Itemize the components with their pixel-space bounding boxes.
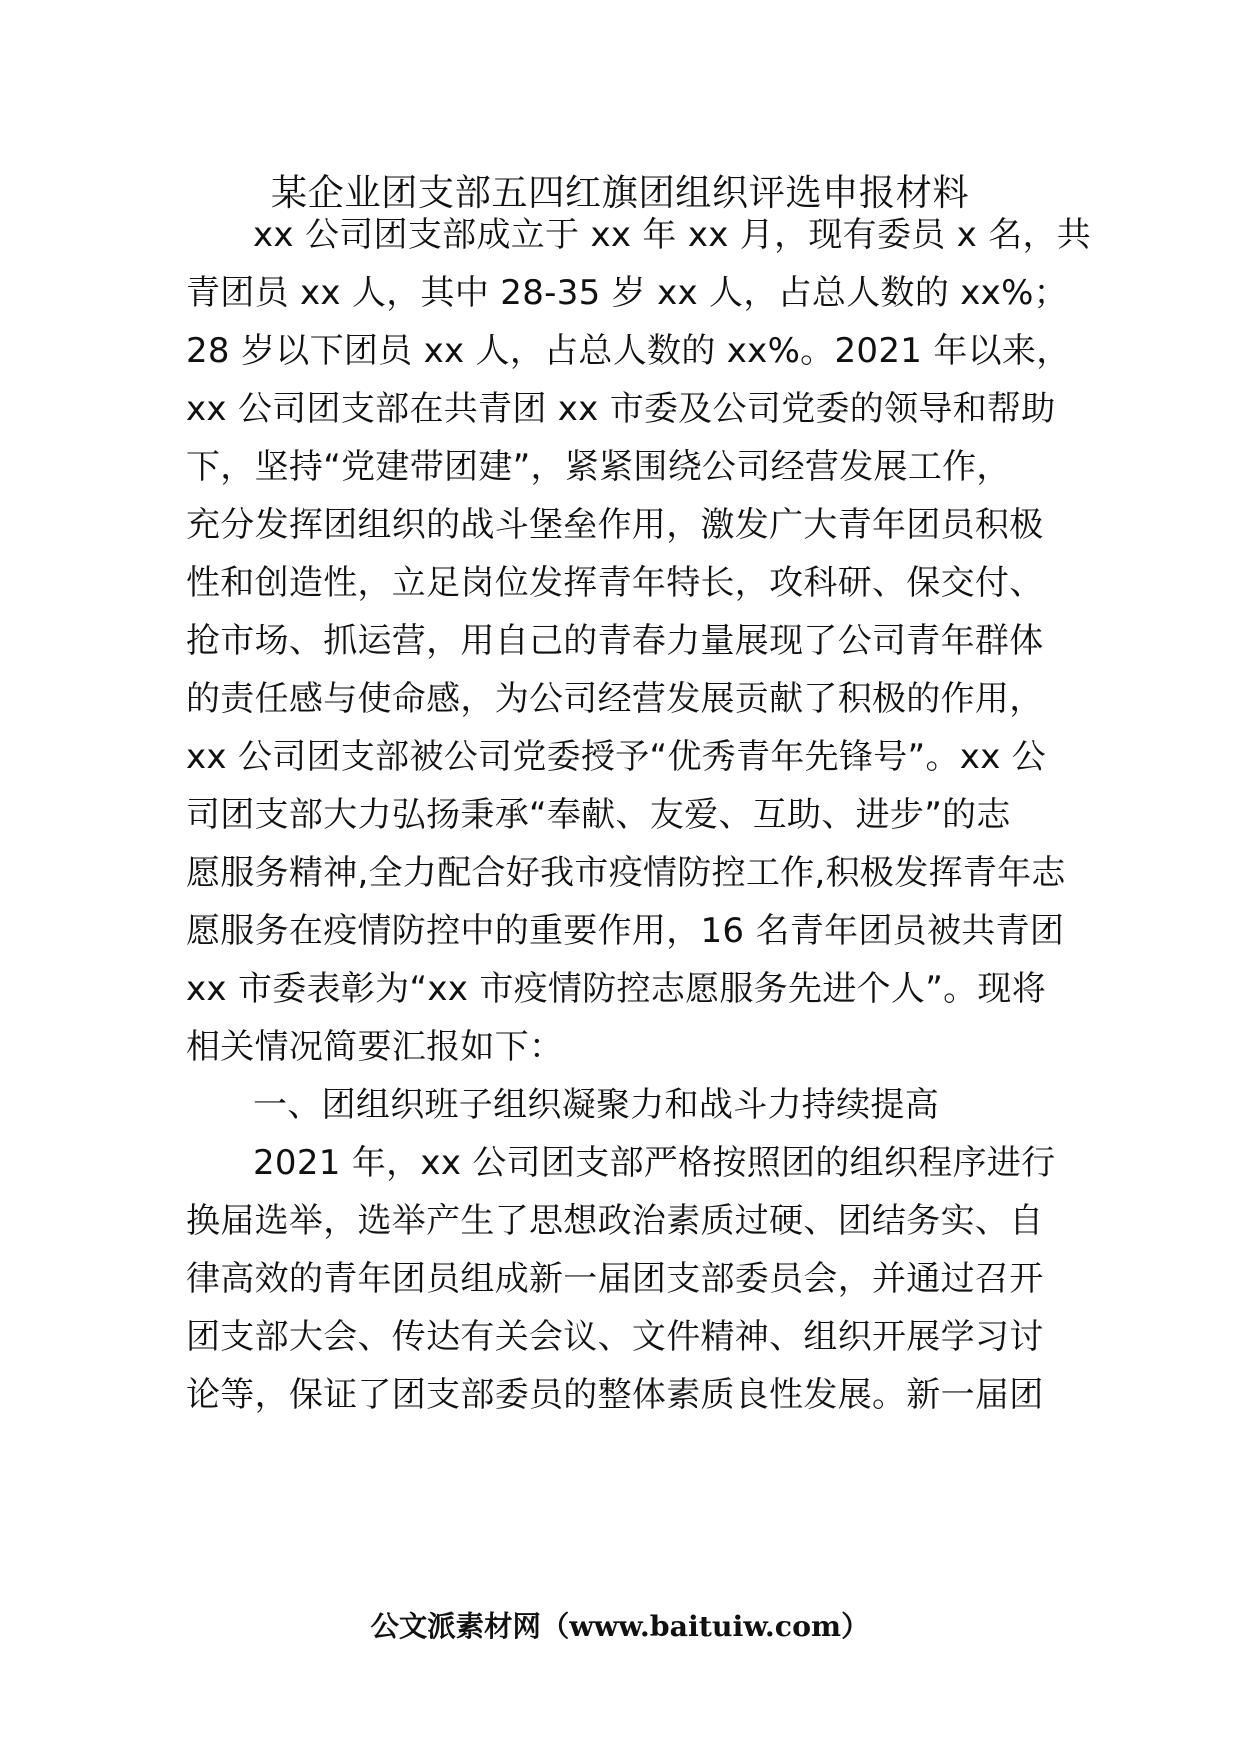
body-line: 律高效的青年团员组成新一届团支部委员会，并通过召开 bbox=[186, 1259, 1044, 1299]
body-line: 下，坚持“党建带团建”，紧紧围绕公司经营发展工作， bbox=[186, 447, 1011, 487]
body-line: 团支部大会、传达有关会议、文件精神、组织开展学习讨 bbox=[186, 1317, 1044, 1357]
body-line: xx 公司团支部被公司党委授予“优秀青年先锋号”。xx 公 bbox=[186, 737, 1047, 777]
body-line: 2021 年，xx 公司团支部严格按照团的组织程序进行 bbox=[253, 1143, 1056, 1183]
body-line: 愿服务精神,全力配合好我市疫情防控工作,积极发挥青年志 bbox=[186, 853, 1066, 893]
body-line: 的责任感与使命感，为公司经营发展贡献了积极的作用， bbox=[186, 679, 1044, 719]
body-line: 28 岁以下团员 xx 人，占总人数的 xx%。2021 年以来， bbox=[186, 331, 1071, 371]
document-title: 某企业团支部五四红旗团组织评选申报材料 bbox=[270, 171, 970, 214]
body-line: xx 公司团支部在共青团 xx 市委及公司党委的领导和帮助 bbox=[186, 389, 1056, 429]
body-line: 青团员 xx 人，其中 28-35 岁 xx 人，占总人数的 xx%； bbox=[186, 273, 1068, 313]
body-line: 愿服务在疫情防控中的重要作用，16 名青年团员被共青团 bbox=[186, 911, 1065, 951]
body-line: 司团支部大力弘扬秉承“奉献、友爱、互助、进步”的志 bbox=[186, 795, 1011, 835]
body-line: 充分发挥团组织的战斗堡垒作用，激发广大青年团员积极 bbox=[186, 505, 1044, 545]
body-line: 换届选举，选举产生了思想政治素质过硬、团结务实、自 bbox=[186, 1201, 1044, 1241]
body-line: xx 公司团支部成立于 xx 年 xx 月，现有委员 x 名，共 bbox=[253, 215, 1092, 255]
body-line: xx 市委表彰为“xx 市疫情防控志愿服务先进个人”。现将 bbox=[186, 969, 1047, 1009]
body-line: 性和创造性，立足岗位发挥青年特长，攻科研、保交付、 bbox=[186, 563, 1044, 603]
footer-watermark: 公文派素材网（www.baituiw.com） bbox=[370, 1609, 870, 1643]
section-heading: 一、团组织班子组织凝聚力和战斗力持续提高 bbox=[253, 1085, 939, 1125]
body-line: 相关情况简要汇报如下： bbox=[186, 1027, 564, 1067]
body-line: 论等，保证了团支部委员的整体素质良性发展。新一届团 bbox=[186, 1375, 1044, 1415]
body-line: 抢市场、抓运营，用自己的青春力量展现了公司青年群体 bbox=[186, 621, 1044, 661]
